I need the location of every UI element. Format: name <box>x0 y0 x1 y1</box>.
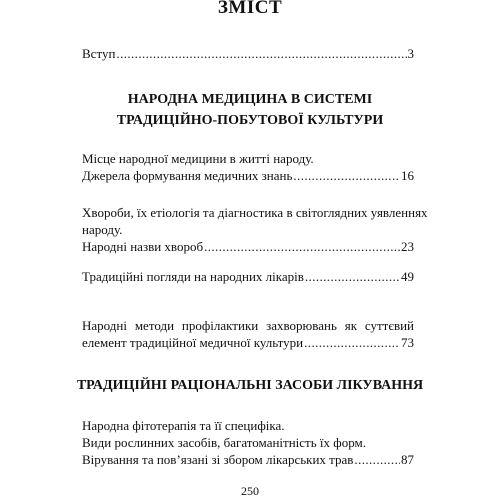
leader-dots <box>304 334 400 351</box>
toc-line <box>82 238 414 255</box>
toc-line: Види рослинних засобів, багатоманітність їх форм. <box>82 435 366 450</box>
toc-page-number: 49 <box>401 269 414 284</box>
toc-entry-diseases <box>82 204 428 255</box>
section-heading-line: НАРОДНА МЕДИЦИНА В СИСТЕМІ <box>127 92 373 107</box>
toc-line <box>82 451 414 468</box>
toc-page-number: 16 <box>401 168 414 183</box>
leader-dots <box>116 45 406 62</box>
section-heading-folk-medicine <box>60 89 440 131</box>
section-heading-line: ТРАДИЦІЙНО-ПОБУТОВОЇ КУЛЬТУРИ <box>116 113 384 128</box>
toc-line <box>82 45 414 62</box>
toc-page-number: 3 <box>407 46 414 61</box>
toc-entry-label: Джерела формування медичних знань <box>82 168 293 183</box>
toc-page-number: 23 <box>401 239 414 254</box>
toc-page-number: 87 <box>401 452 414 467</box>
toc-entry-label: Вірування та пов’язані зі збором лікарських трав <box>82 452 354 467</box>
toc-line <box>82 334 414 351</box>
leader-dots <box>305 268 400 285</box>
toc-page-number: 73 <box>401 335 414 350</box>
toc-entry-phytotherapy <box>82 417 414 468</box>
leader-dots <box>293 167 400 184</box>
leader-dots <box>204 238 400 255</box>
toc-line: Хвороби, їх етіологія та діагностика в світоглядних уявленнях <box>82 205 428 220</box>
toc-line: Народна фітотерапія та її специфіка. <box>82 418 285 433</box>
leader-dots <box>354 451 400 468</box>
toc-entry-label: Традиційні погляди на народних лікарів <box>82 269 304 284</box>
toc-line: Місце народної медицини в житті народу. <box>82 151 314 166</box>
toc-entry-medicine-place <box>82 150 414 184</box>
page-number: 250 <box>241 484 259 498</box>
toc-entry-label: Народні назви хвороб <box>82 239 204 254</box>
section-heading-line: ТРАДИЦІЙНІ РАЦІОНАЛЬНІ ЗАСОБИ ЛІКУВАННЯ <box>76 378 424 393</box>
toc-entry-healers <box>82 268 414 285</box>
toc-line <box>82 167 414 184</box>
section-heading-rational-means <box>40 375 460 396</box>
toc-entry-label: Вступ <box>82 46 116 61</box>
toc-entry-prevention <box>82 317 414 351</box>
toc-line: народу. <box>82 222 123 237</box>
toc-entry-label: елемент традиційної медичної культури <box>82 335 304 350</box>
toc-entry-intro <box>82 45 414 62</box>
toc-line <box>82 268 414 285</box>
page-title: ЗМІСТ <box>217 0 283 18</box>
toc-line: Народні методи профілактики захворювань як суттєвий <box>82 318 414 333</box>
